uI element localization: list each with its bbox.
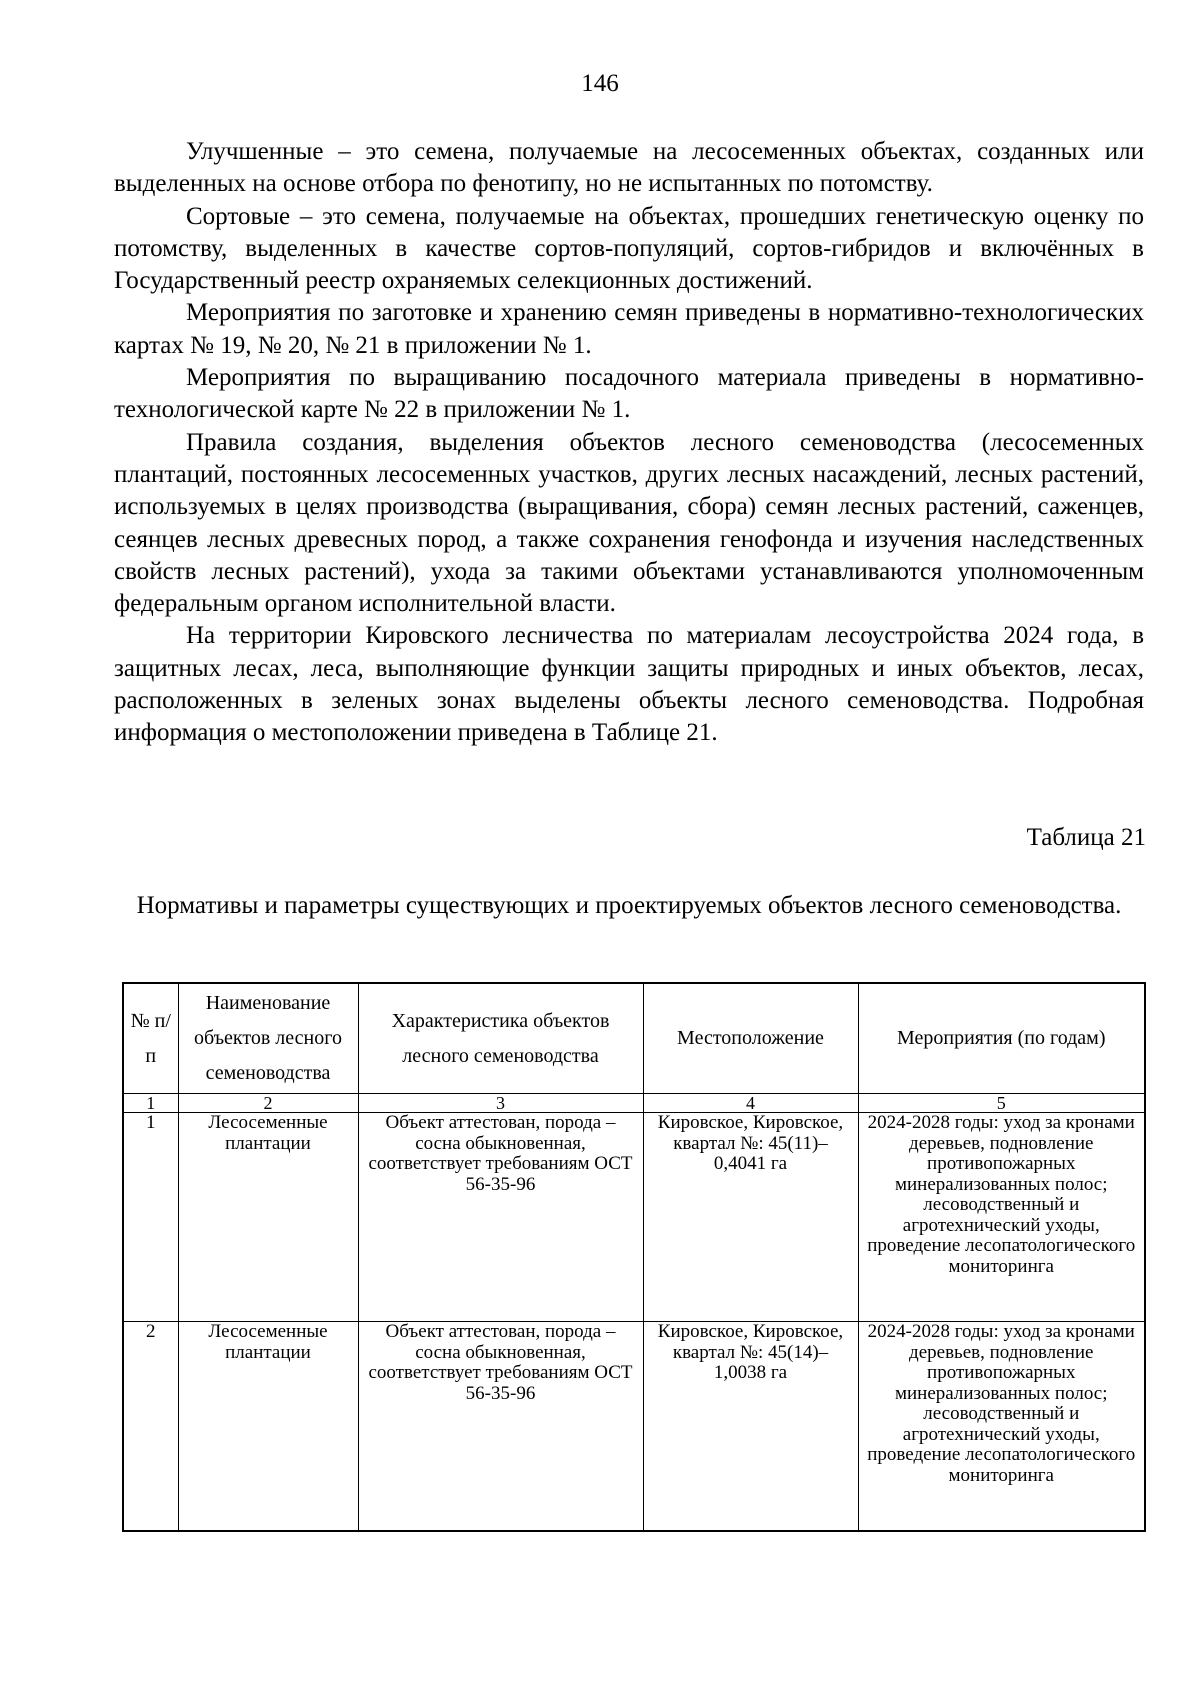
header-cell-characteristic: Характеристика объектов лесного семеноводства bbox=[358, 983, 643, 1094]
header-cell-number: № п/п bbox=[123, 983, 178, 1094]
object-measures: 2024-2028 годы: уход за кронами деревьев, подновление противопожарных минерализованных полос; лесоводственный и агротехнический уходы, проведение лесопатологического мониторинга bbox=[858, 1322, 1145, 1532]
column-number-row bbox=[123, 1094, 1145, 1113]
row-number: 2 bbox=[123, 1322, 178, 1532]
object-name: Лесосеменные плантации bbox=[178, 1322, 358, 1532]
table-header-row bbox=[123, 983, 1145, 1094]
column-number: 4 bbox=[643, 1094, 858, 1113]
column-number: 5 bbox=[858, 1094, 1145, 1113]
object-characteristic: Объект аттестован, порода – сосна обыкновенная, соответствует требованиям ОСТ 56-35-96 bbox=[358, 1322, 643, 1532]
paragraph: Улучшенные – это семена, получаемые на лесосеменных объектах, созданных или выделенных на основе отбора по фенотипу, но не испытанных по потомству. bbox=[114, 138, 1144, 198]
object-location: Кировское, Кировское, квартал №: 45(11)– 0,4041 га bbox=[643, 1113, 858, 1322]
paragraph: Мероприятия по заготовке и хранению семян приведены в нормативно-технологических картах № 19, № 20, № 21 в приложении № 1. bbox=[114, 299, 1144, 359]
table-title: Нормативы и параметры существующих и проектируемых объектов лесного семеноводства. bbox=[136, 892, 1122, 919]
header-cell-location: Местоположение bbox=[643, 983, 858, 1094]
paragraph: Мероприятия по выращиванию посадочного материала приведены в нормативно-технологической карте № 22 в приложении № 1. bbox=[114, 364, 1144, 424]
paragraph: Правила создания, выделения объектов лесного семеноводства (лесосеменных плантаций, постоянных лесосеменных участков, других лесных насаждений, лесных растений, используемых в целях производства (выращивания, сбора) семян лесных растений, саженцев, сеянцев лесных древесных пород, а также сохранения генофонда и изучения наследственных свойств лесных растений), ухода за такими объектами устанавливаются уполномоченным федеральным органом исполнительной власти. bbox=[114, 428, 1144, 618]
object-name: Лесосеменные плантации bbox=[178, 1113, 358, 1322]
table-row bbox=[123, 1322, 1145, 1532]
seed-objects-table bbox=[122, 982, 1146, 1532]
header-cell-name: Наименование объектов лесного семеноводства bbox=[178, 983, 358, 1094]
object-measures: 2024-2028 годы: уход за кронами деревьев, подновление противопожарных минерализованных полос; лесоводственный и агротехнический уходы, проведение лесопатологического мониторинга bbox=[858, 1113, 1145, 1322]
paragraph: Сортовые – это семена, получаемые на объектах, прошедших генетическую оценку по потомству, выделенных в качестве сортов-популяций, сортов-гибридов и включённых в Государственный реестр охраняемых селекционных достижений. bbox=[114, 202, 1144, 295]
object-location: Кировское, Кировское, квартал №: 45(14)– 1,0038 га bbox=[643, 1322, 858, 1532]
table-row bbox=[123, 1113, 1145, 1322]
header-cell-measures: Мероприятия (по годам) bbox=[858, 983, 1145, 1094]
object-characteristic: Объект аттестован, порода – сосна обыкновенная, соответствует требованиям ОСТ 56-35-96 bbox=[358, 1113, 643, 1322]
table-label: Таблица 21 bbox=[1026, 824, 1146, 851]
page-number: 146 bbox=[581, 70, 619, 97]
column-number: 3 bbox=[358, 1094, 643, 1113]
column-number: 1 bbox=[123, 1094, 178, 1113]
body-text bbox=[114, 136, 1144, 750]
row-number: 1 bbox=[123, 1113, 178, 1322]
paragraph: На территории Кировского лесничества по материалам лесоустройства 2024 года, в защитных лесах, леса, выполняющие функции защиты природных и иных объектов, лесах, расположенных в зеленых зонах выделены объекты лесного семеноводства. Подробная информация о местоположении приведена в Таблице 21. bbox=[114, 622, 1144, 747]
column-number: 2 bbox=[178, 1094, 358, 1113]
